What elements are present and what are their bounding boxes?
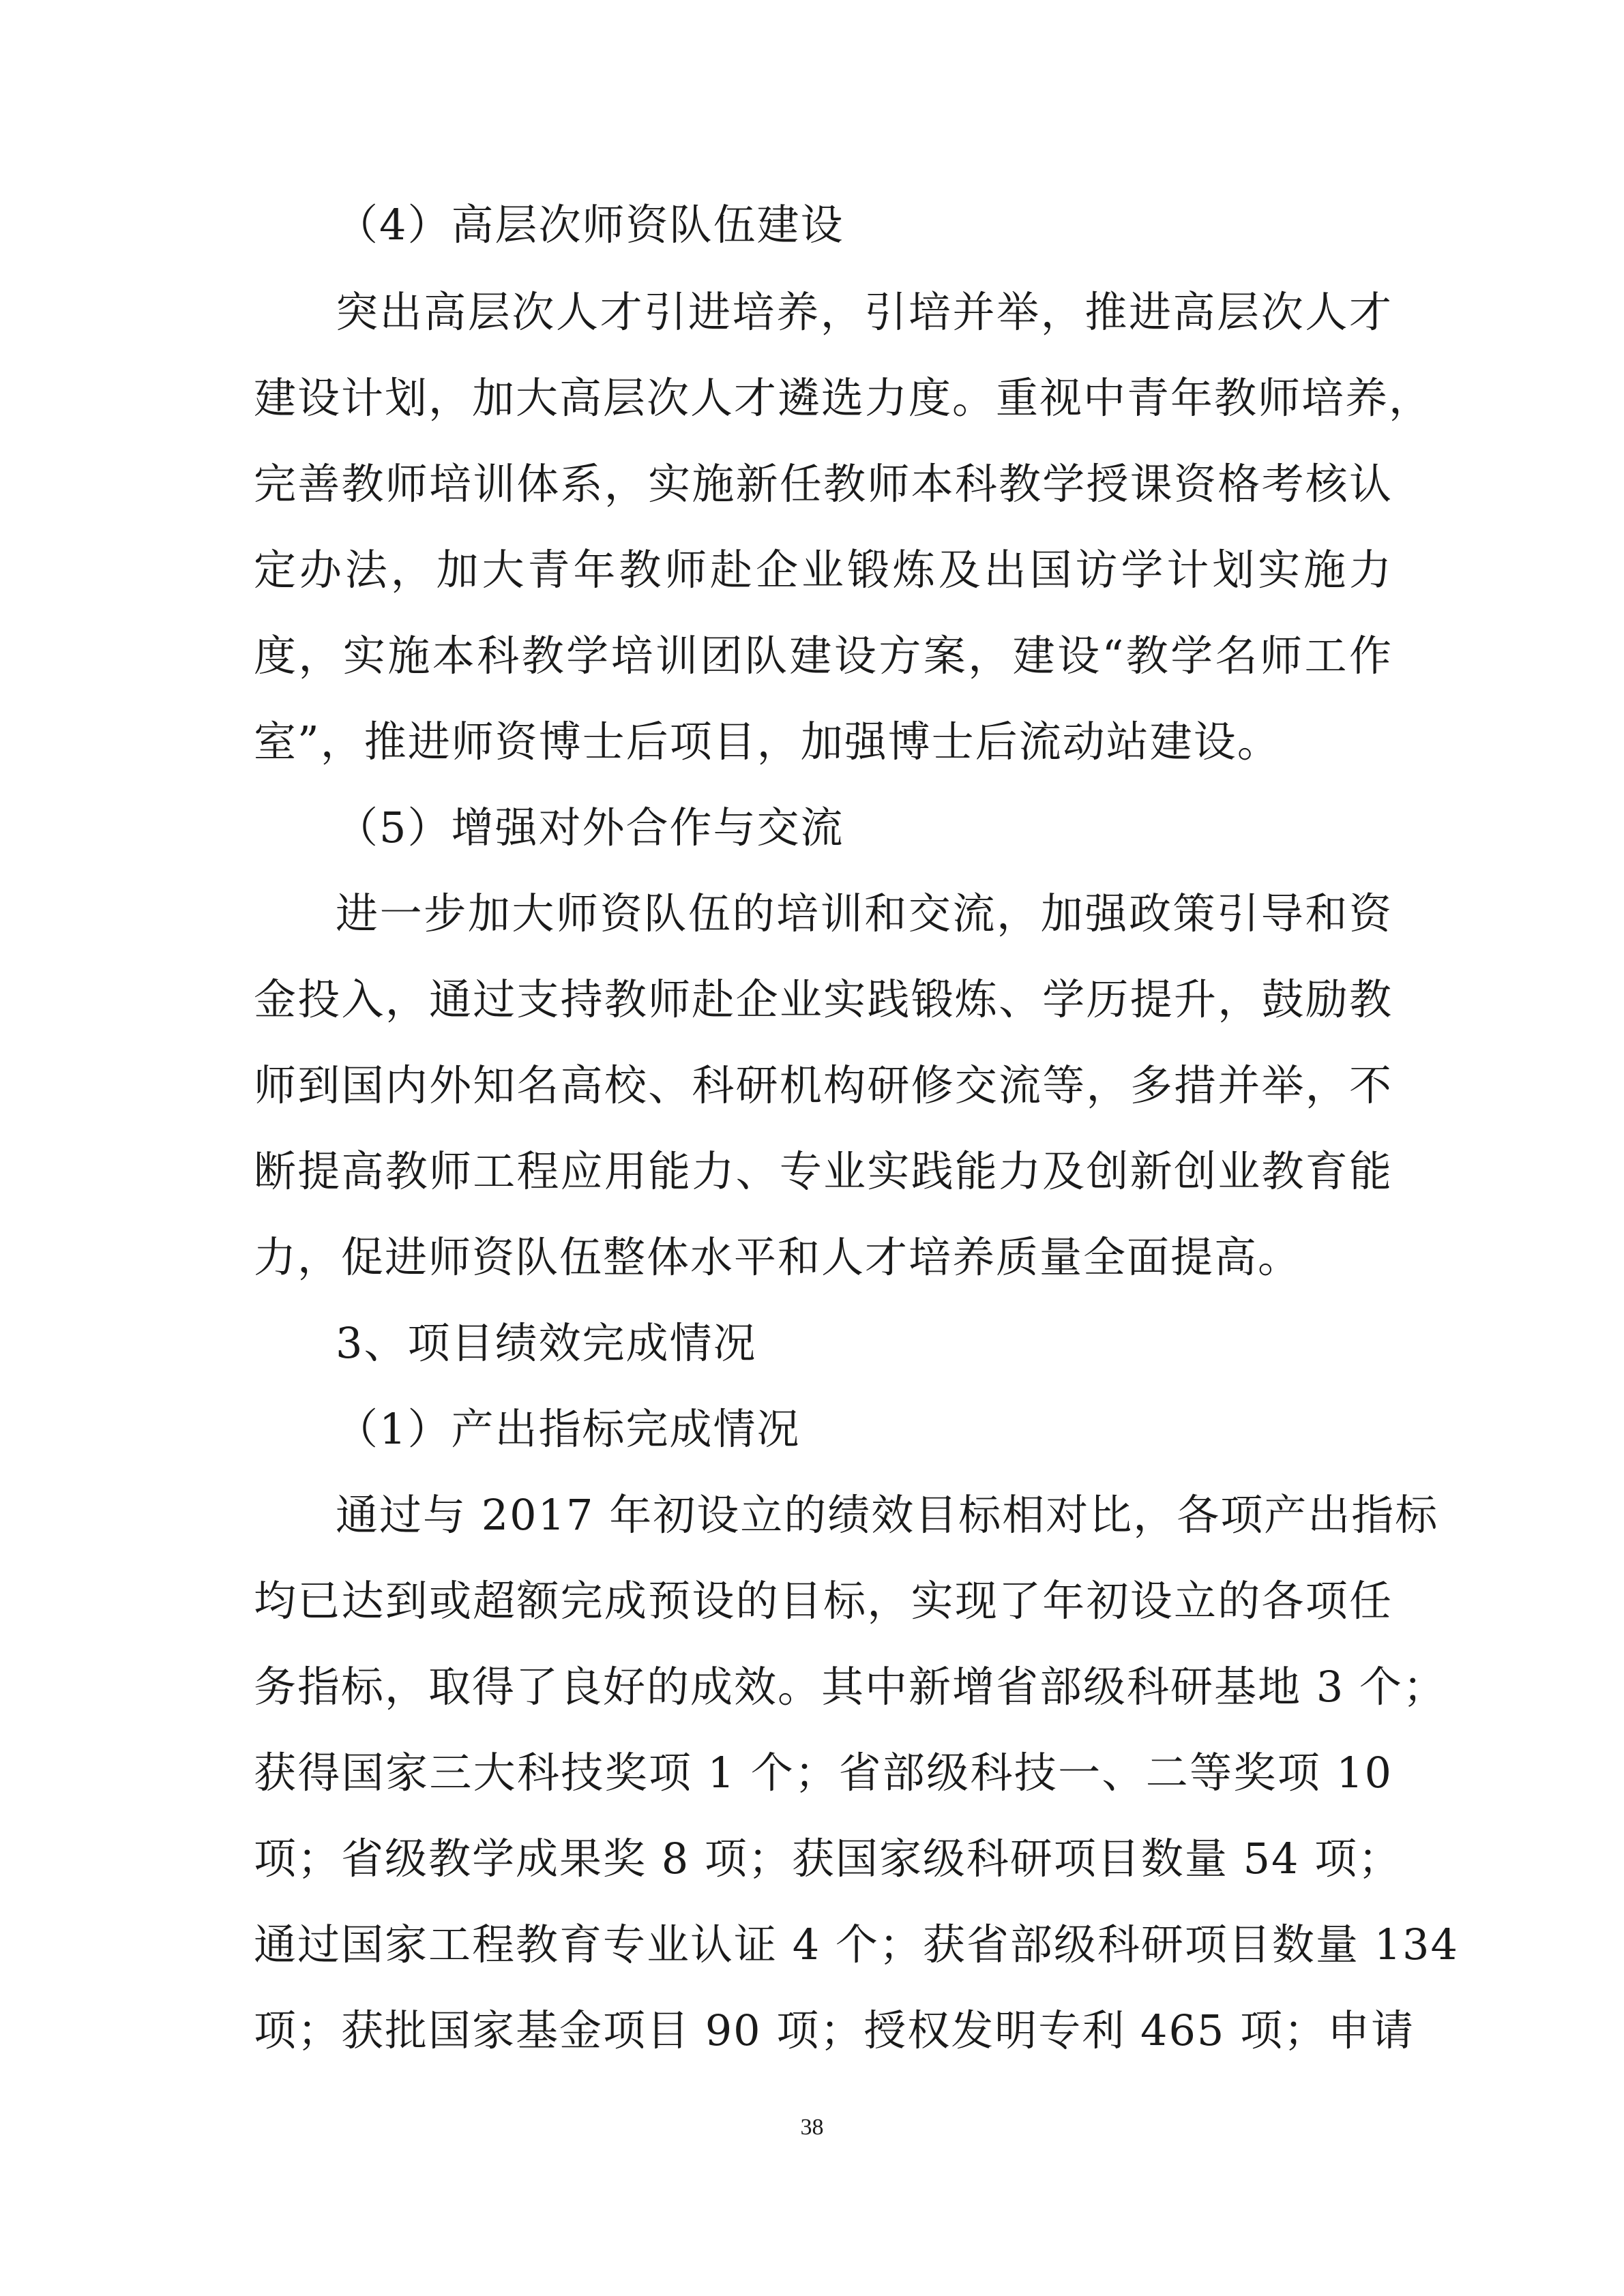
paragraph-line: 项；获批国家基金项目 90 项；授权发明专利 465 项；申请 <box>254 2006 1415 2055</box>
paragraph-line: 获得国家三大科技奖项 1 个；省部级科技一、二等奖项 10 <box>254 1748 1393 1798</box>
paragraph-line: 金投入，通过支持教师赴企业实践锻炼、学历提升，鼓励教 <box>254 974 1393 1024</box>
paragraph-line: 建设计划，加大高层次人才遴选力度。重视中青年教师培养， <box>254 373 1433 423</box>
paragraph-line: 通过与 2017 年初设立的绩效目标相对比，各项产出指标 <box>336 1490 1439 1540</box>
paragraph-line: 定办法，加大青年教师赴企业锻炼及出国访学计划实施力 <box>254 545 1393 595</box>
paragraph-line: 力，促进师资队伍整体水平和人才培养质量全面提高。 <box>254 1232 1302 1282</box>
paragraph-line: 突出高层次人才引进培养，引培并举，推进高层次人才 <box>336 287 1393 337</box>
paragraph-line: 断提高教师工程应用能力、专业实践能力及创新创业教育能 <box>254 1146 1393 1196</box>
paragraph-line: 项；省级教学成果奖 8 项；获国家级科研项目数量 54 项； <box>254 1834 1402 1883</box>
paragraph-line: 度，实施本科教学培训团队建设方案，建设“教学名师工作 <box>254 631 1393 681</box>
paragraph-line: 通过国家工程教育专业认证 4 个；获省部级科研项目数量 134 <box>254 1920 1459 1969</box>
section-heading-1: （1）产出指标完成情况 <box>336 1404 801 1454</box>
paragraph-line: 进一步加大师资队伍的培训和交流，加强政策引导和资 <box>336 889 1393 938</box>
paragraph-line: 师到国内外知名高校、科研机构研修交流等，多措并举，不 <box>254 1060 1393 1110</box>
paragraph-line: 务指标，取得了良好的成效。其中新增省部级科研基地 3 个； <box>254 1662 1447 1712</box>
page-number: 38 <box>800 2115 824 2140</box>
paragraph-line: 完善教师培训体系，实施新任教师本科教学授课资格考核认 <box>254 459 1393 509</box>
paragraph-line: 均已达到或超额完成预设的目标，实现了年初设立的各项任 <box>254 1576 1393 1626</box>
paragraph-line: 室”，推进师资博士后项目，加强博士后流动站建设。 <box>254 717 1281 766</box>
section-heading-4: （4）高层次师资队伍建设 <box>336 200 844 250</box>
section-heading-3: 3、项目绩效完成情况 <box>336 1318 757 1368</box>
section-heading-5: （5）增强对外合作与交流 <box>336 803 844 852</box>
